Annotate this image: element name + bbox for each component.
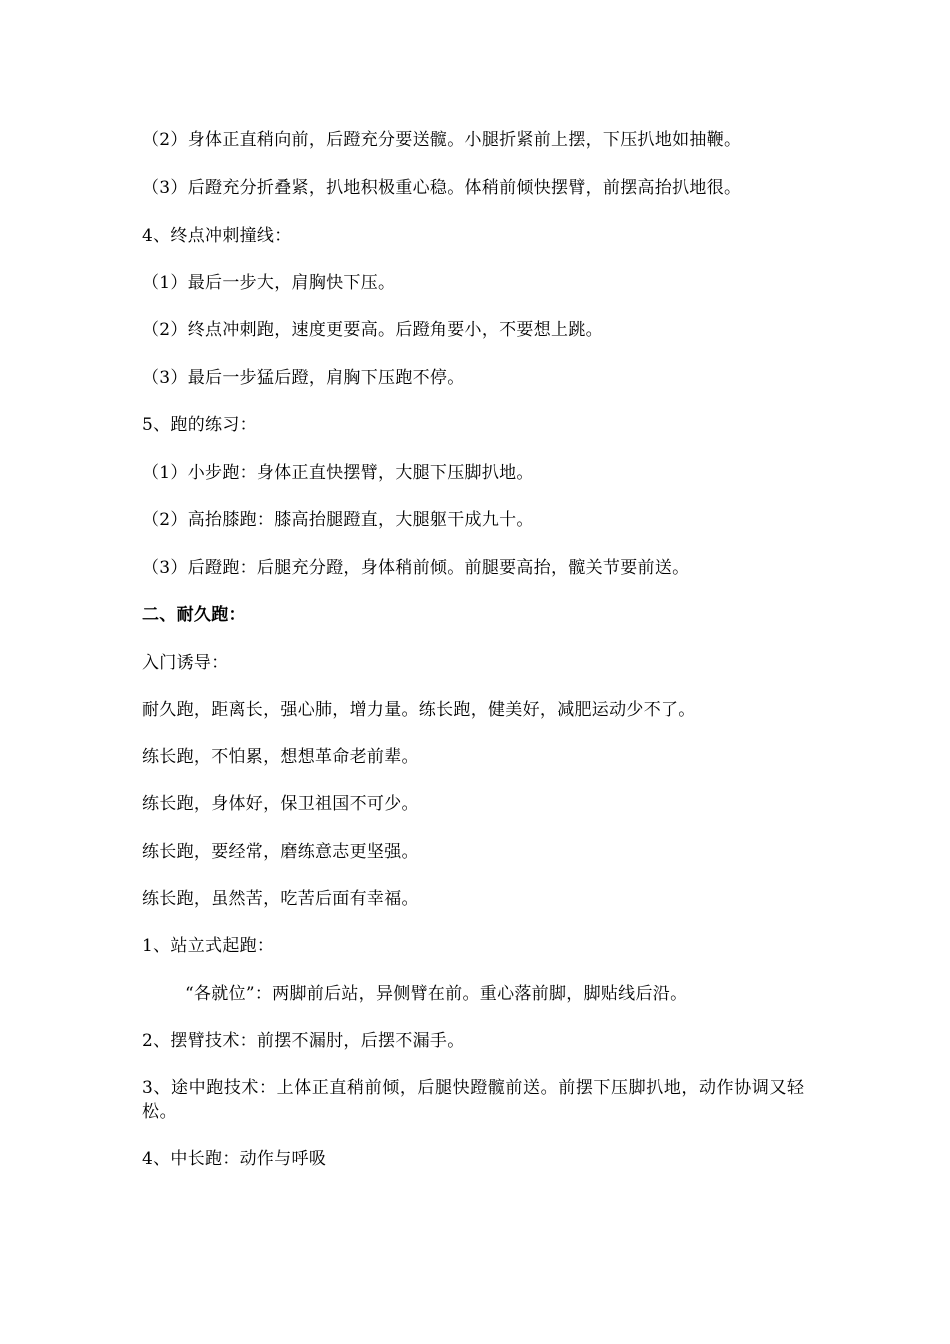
text-line-middle-distance: 4、中长跑：动作与呼吸 [142, 1149, 327, 1169]
section-endurance-run-heading: 二、耐久跑： [142, 605, 246, 625]
text-line-rhyme-4: 练长跑，要经常，磨练意志更坚强。 [142, 842, 419, 862]
section-standing-start-heading: 1、站立式起跑： [142, 936, 275, 956]
text-line-practice-1: （1）小步跑：身体正直快摆臂，大腿下压脚扒地。 [142, 463, 534, 483]
text-line-rhyme-3: 练长跑，身体好，保卫祖国不可少。 [142, 794, 419, 814]
text-line-practice-3: （3）后蹬跑：后腿充分蹬，身体稍前倾。前腿要高抬，髋关节要前送。 [142, 558, 690, 578]
text-line-finish-3: （3）最后一步猛后蹬，肩胸下压跑不停。 [142, 368, 465, 388]
text-line-finish-1: （1）最后一步大，肩胸快下压。 [142, 273, 396, 293]
text-line-midway-technique: 3、途中跑技术：上体正直稍前倾，后腿快蹬髋前送。前摆下压脚扒地，动作协调又轻松。 [142, 1078, 805, 1122]
text-line-arm-swing: 2、摆臂技术：前摆不漏肘，后摆不漏手。 [142, 1031, 465, 1051]
section-run-practice-heading: 5、跑的练习： [142, 415, 257, 435]
text-line-intro-label: 入门诱导： [142, 653, 229, 673]
text-line-rhyme-2: 练长跑，不怕累，想想革命老前辈。 [142, 747, 419, 767]
text-line-rhyme-1: 耐久跑，距离长，强心肺，增力量。练长跑，健美好，减肥运动少不了。 [142, 700, 696, 720]
section-finish-sprint-heading: 4、终点冲刺撞线： [142, 226, 292, 246]
text-line-run-technique-2: （2）身体正直稍向前，后蹬充分要送髋。小腿折紧前上摆，下压扒地如抽鞭。 [142, 130, 742, 150]
text-line-run-technique-3: （3）后蹬充分折叠紧，扒地积极重心稳。体稍前倾快摆臂，前摆高抬扒地很。 [142, 178, 742, 198]
text-line-finish-2: （2）终点冲刺跑，速度更要高。后蹬角要小，不要想上跳。 [142, 320, 603, 340]
text-line-rhyme-5: 练长跑，虽然苦，吃苦后面有幸福。 [142, 889, 419, 909]
text-line-practice-2: （2）高抬膝跑：膝高抬腿蹬直，大腿躯干成九十。 [142, 510, 534, 530]
text-line-on-your-marks: “各就位”：两脚前后站，异侧臂在前。重心落前脚，脚贴线后沿。 [185, 984, 688, 1004]
